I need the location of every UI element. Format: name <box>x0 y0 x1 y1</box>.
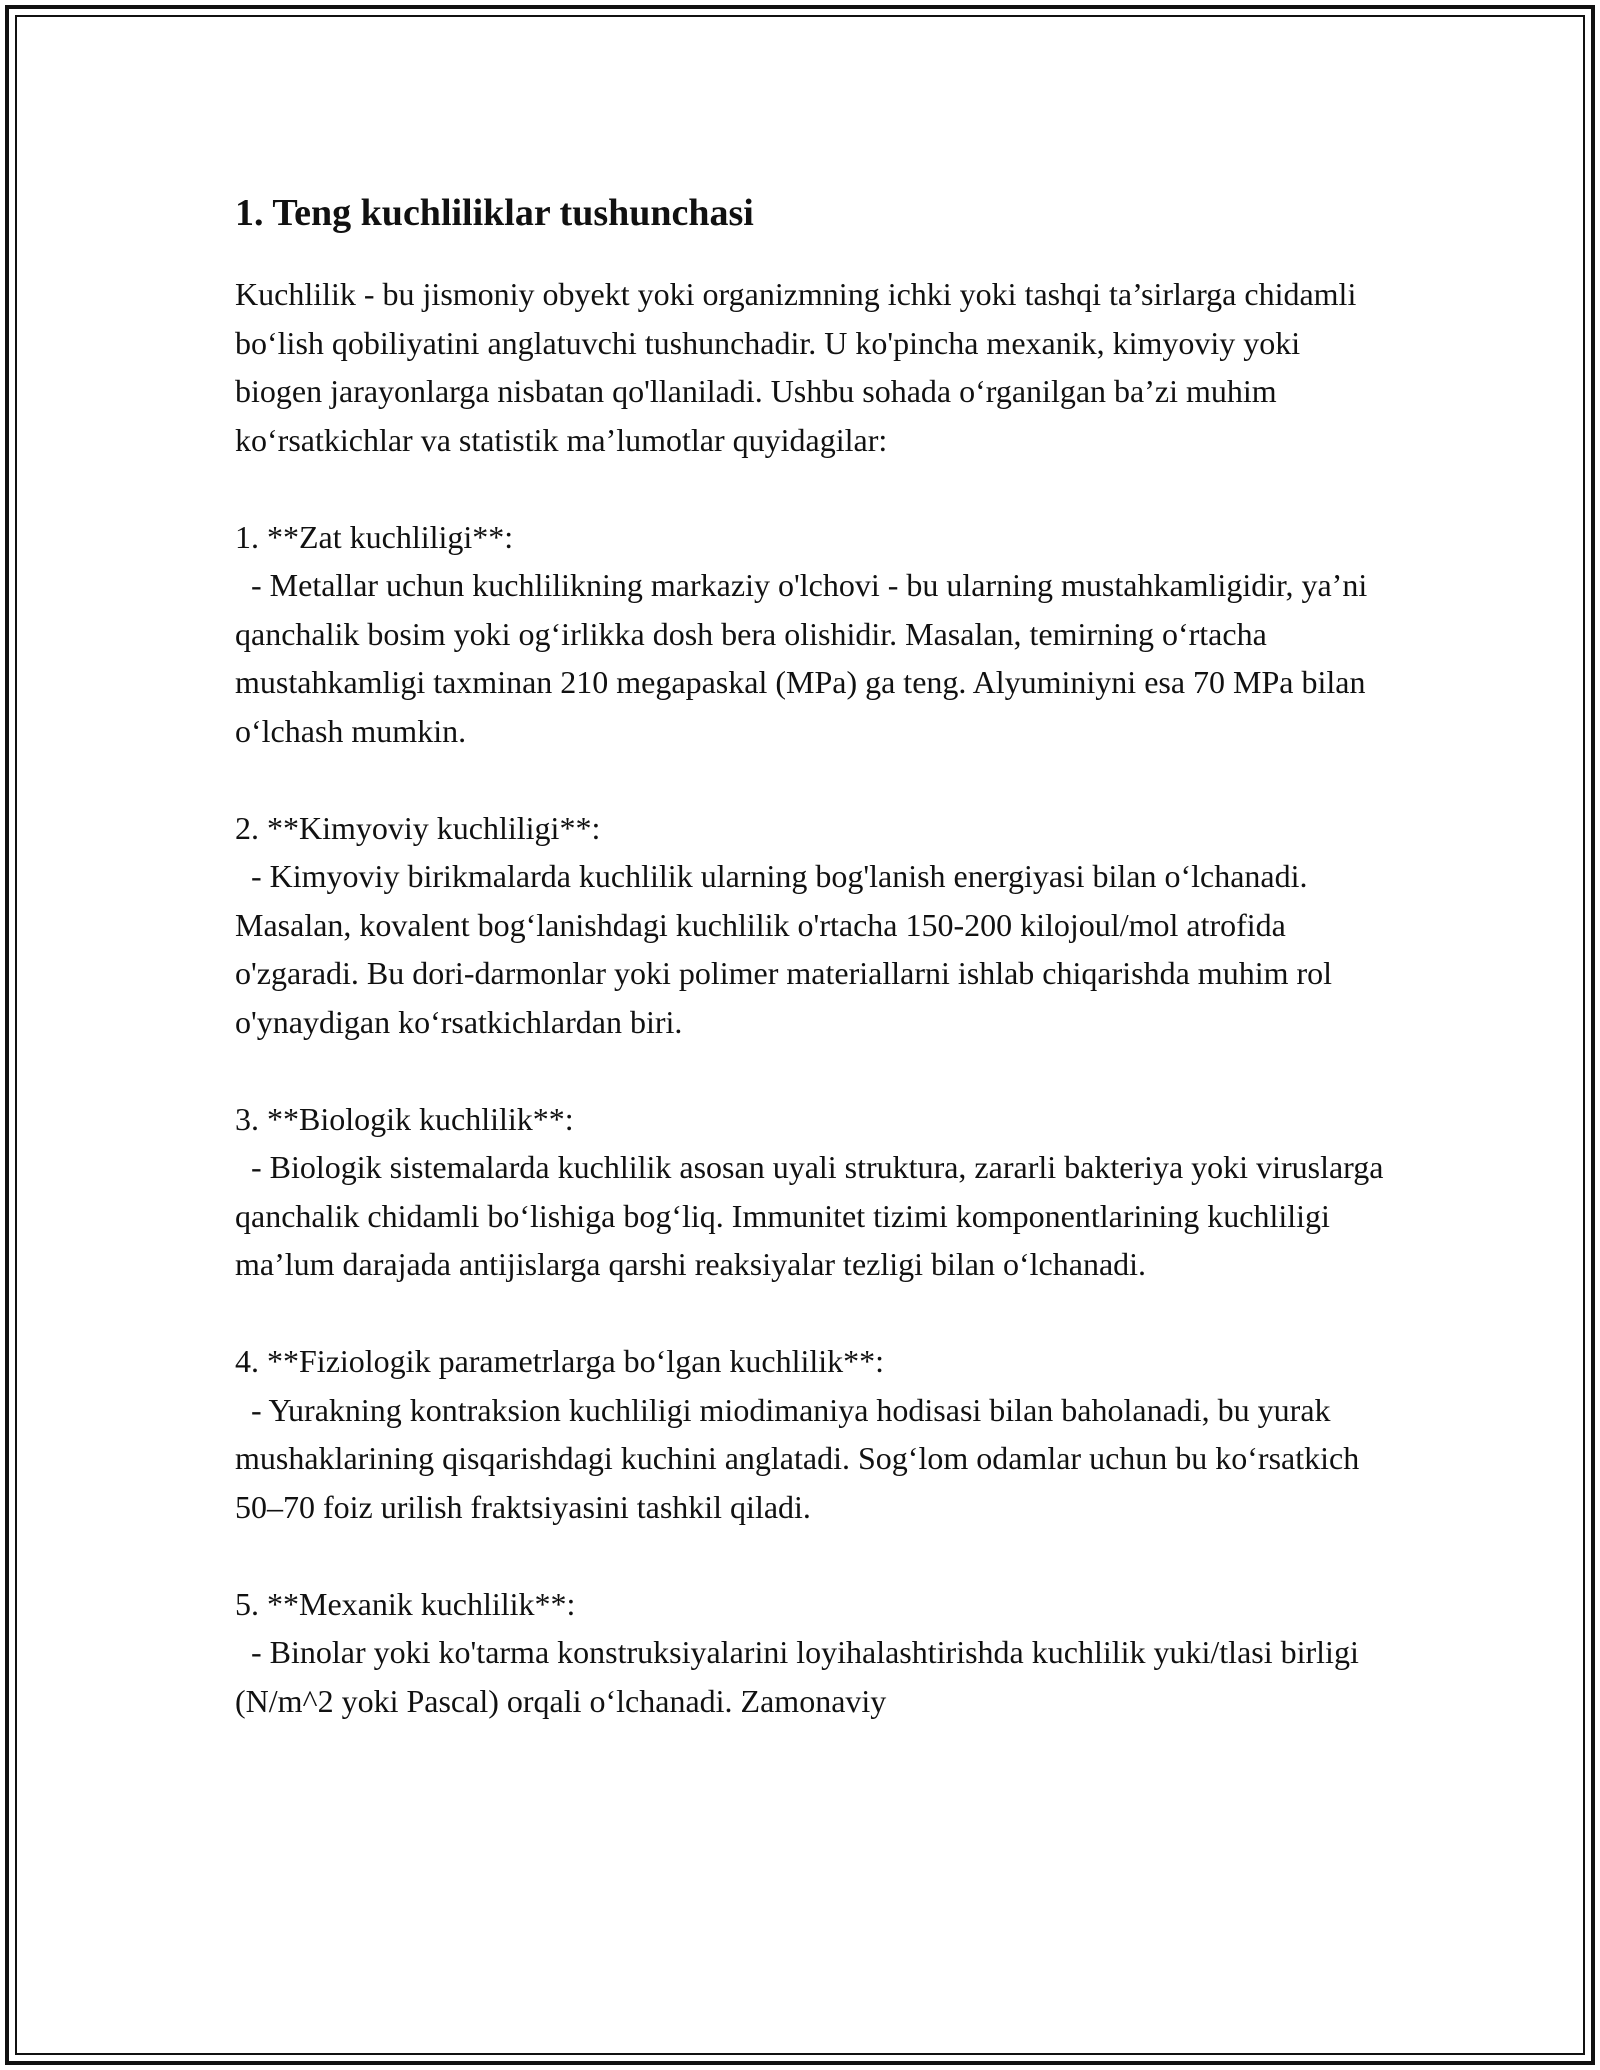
list-item-title: 5. **Mexanik kuchlilik**: <box>235 1585 576 1622</box>
list-item-text: - Binolar yoki ko'tarma konstruksiyalarini loyihalashtirishda kuchlilik yuki/tlasi birligi (N/m^2 yoki Pascal) orqali o‘lchanadi. Zamonaviy <box>235 1634 1359 1719</box>
spacer <box>235 1046 1385 1095</box>
spacer <box>235 755 1385 804</box>
list-item-kimyoviy <box>235 804 1385 1047</box>
list-item-text: - Yurakning kontraksion kuchliligi miodimaniya hodisasi bilan baholanadi, bu yurak mushaklarining qisqarishdagi kuchini anglatadi. Sog‘lom odamlar uchun bu ko‘rsatkich 50–70 foiz urilish fraktsiyasini tashkil qiladi. <box>235 1391 1360 1525</box>
list-item-body <box>235 561 1385 755</box>
list-item-mexanik <box>235 1580 1385 1726</box>
list-item-text: - Metallar uchun kuchlilikning markaziy o'lchovi - bu ularning mustahkamligidir, ya’ni qanchalik bosim yoki og‘irlikka dosh bera olishidir. Masalan, temirning o‘rtacha mustahkamligi taxminan 210 megapaskal (MPa) ga teng. Alyuminiyni esa 70 MPa bilan o‘lchash mumkin. <box>235 567 1368 749</box>
document-body <box>235 188 1385 1725</box>
section-heading: 1. Teng kuchliliklar tushunchasi <box>235 192 754 234</box>
list-item-title: 4. **Fiziologik parametrlarga bo‘lgan kuchlilik**: <box>235 1343 885 1379</box>
spacer <box>235 464 1385 513</box>
spacer <box>235 1531 1385 1580</box>
list-item-text: - Biologik sistemalarda kuchlilik asosan uyali struktura, zararli bakteriya yoki viruslarga qanchalik chidamli bo‘lishiga bog‘liq. Immunitet tizimi komponentlarining kuchliligi ma’lum darajada antijislarga qarshi reaksiyalar tezligi bilan o‘lchanadi. <box>235 1149 1384 1282</box>
spacer <box>235 1289 1385 1338</box>
list-item-fiziologik <box>235 1337 1385 1531</box>
list-item-body <box>235 1386 1385 1532</box>
list-item-title: 1. **Zat kuchliligi**: <box>235 518 514 555</box>
list-item-zat <box>235 513 1385 756</box>
list-item-text: - Kimyoviy birikmalarda kuchlilik ularning bog'lanish energiyasi bilan o‘lchanadi. Masalan, kovalent bog‘lanishdagi kuchlilik o'rtacha 150-200 kilojoul/mol atrofida o'zgaradi. Bu dori-darmonlar yoki polimer materiallarni ishlab chiqarishda muhim rol o'ynaydigan ko‘rsatkichlardan biri. <box>235 858 1333 1040</box>
list-item-body <box>235 852 1385 1046</box>
list-item-body <box>235 1628 1385 1725</box>
list-item-biologik <box>235 1095 1385 1289</box>
list-item-title: 3. **Biologik kuchlilik**: <box>235 1100 574 1137</box>
list-item-body <box>235 1143 1385 1289</box>
list-item-title: 2. **Kimyoviy kuchliligi**: <box>235 809 601 846</box>
intro-paragraph: Kuchlilik - bu jismoniy obyekt yoki organizmning ichki yoki tashqi ta’sirlarga chidamli bo‘lish qobiliyatini anglatuvchi tushunchadir. U ko'pincha mexanik, kimyoviy yoki biogen jarayonlarga nisbatan qo'llaniladi. Ushbu sohada o‘rganilgan ba’zi muhim ko‘rsatkichlar va statistik ma’lumotlar quyidagilar: <box>235 276 1357 458</box>
